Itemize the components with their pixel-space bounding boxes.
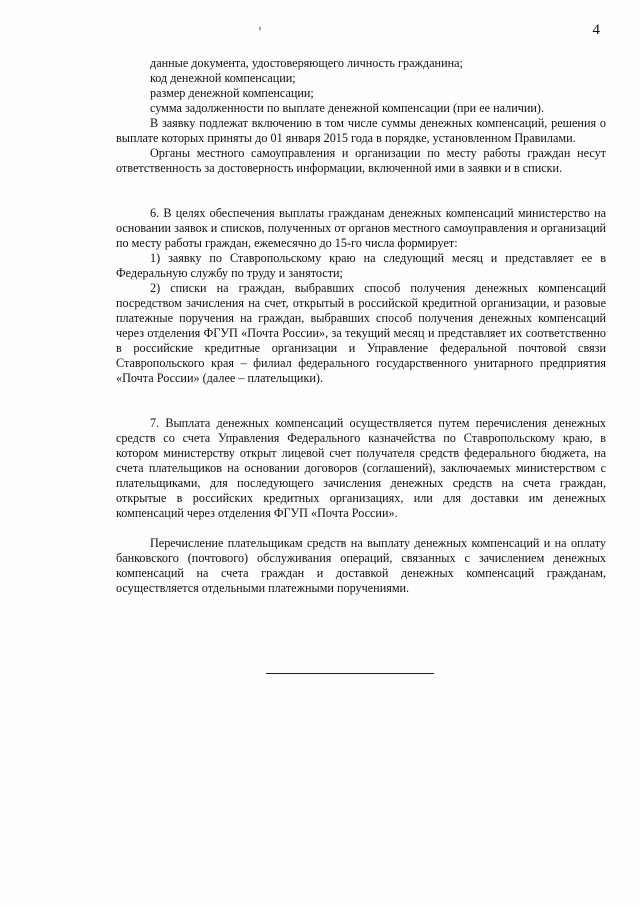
paragraph-responsibility: Органы местного самоуправления и организации по месту работы граждан несут ответственность за достоверность информации, включенной ими в заявки и в списки. <box>116 146 606 175</box>
section-6-item-2: 2) списки на граждан, выбравших способ получения денежных компенсаций посредством зачисления на счет, открытый в российской кредитной организации, и разовые платежные поручения на граждан, выбравших способ получения денежных компенсаций через отделения ФГУП «Почта России», за текущий месяц и представляет их соответственно в российские кредитные организации и Управление федеральной почтовой связи Ставропольского края – филиал федерального государственного унитарного предприятия «Почта России» (далее – плательщики). <box>116 281 606 385</box>
end-divider <box>266 673 434 674</box>
list-item-compensation-amount: размер денежной компенсации; <box>150 86 314 100</box>
scan-mark: › <box>258 22 262 34</box>
section-6-intro: 6. В целях обеспечения выплаты гражданам денежных компенсаций министерство на основании заявок и списков, полученных от органов местного самоуправления и организаций по месту работы граждан, ежемесячно до 15-го числа формирует: <box>116 206 606 250</box>
section-7-paragraph-2: Перечисление плательщикам средств на выплату денежных компенсаций и на оплату банковского (почтового) обслуживания операций, связанных с зачислением денежных компенсаций на счета граждан и доставкой денежных компенсаций гражданам, осуществляется отдельными платежными поручениями. <box>116 536 606 595</box>
page-number: 4 <box>592 22 600 38</box>
section-6-item-1: 1) заявку по Ставропольскому краю на следующий месяц и представляет ее в Федеральную службу по труду и занятости; <box>116 251 606 280</box>
paragraph-inclusion: В заявку подлежат включению в том числе суммы денежных компенсаций, решения о выплате которых приняты до 01 января 2015 года в порядке, установленном Правилами. <box>116 116 606 145</box>
list-item-compensation-code: код денежной компенсации; <box>150 71 296 85</box>
list-item-document-data: данные документа, удостоверяющего личность гражданина; <box>150 56 463 70</box>
section-7-paragraph-1: 7. Выплата денежных компенсаций осуществляется путем перечисления денежных средств со счета Управления Федерального казначейства по Ставропольскому краю, в котором министерству открыт лицевой счет получателя средств федерального бюджета, на счета плательщиков на основании договоров (соглашений), заключаемых министерством с плательщиками, для последующего зачисления денежных средств на счета граждан, открытые в российских кредитных организациях, или для доставки им денежных компенсаций через отделения ФГУП «Почта России». <box>116 416 606 520</box>
document-body <box>116 56 606 596</box>
list-item-debt-amount: сумма задолженности по выплате денежной компенсации (при ее наличии). <box>150 101 545 115</box>
